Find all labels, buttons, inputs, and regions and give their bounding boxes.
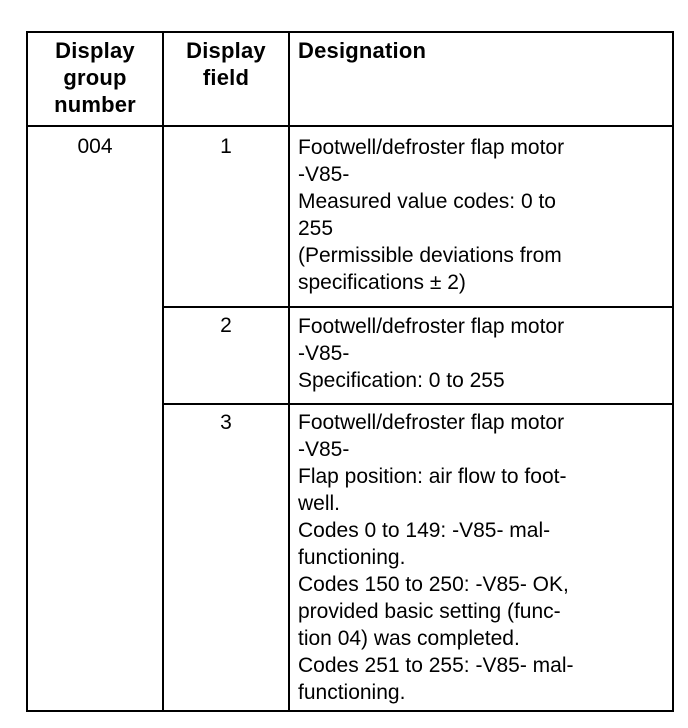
designation-line: tion 04) was completed. [298, 627, 520, 650]
header-group-line-2: group [63, 65, 127, 90]
field-cell-1: 1 [220, 135, 232, 158]
designation-line: -V85- [298, 342, 350, 365]
designation-line: 255 [298, 217, 334, 240]
designation-line: provided basic setting (func- [298, 600, 561, 623]
designation-line: Flap position: air flow to foot- [298, 465, 567, 488]
designation-cell-1 [298, 134, 564, 296]
header-group-line-3: number [54, 92, 136, 117]
designation-line: Codes 150 to 250: -V85- OK, [298, 573, 569, 596]
designation-cell-2 [298, 313, 564, 394]
designation-line: -V85- [298, 438, 350, 461]
designation-line: Measured value codes: 0 to [298, 190, 556, 213]
header-designation: Designation [298, 38, 427, 63]
header-display-field [164, 37, 288, 91]
designation-line: Codes 251 to 255: -V85- mal- [298, 654, 574, 677]
designation-line: well. [298, 492, 341, 515]
designation-line: Specification: 0 to 255 [298, 369, 505, 392]
header-divider [26, 125, 674, 127]
header-display-group-number [28, 37, 162, 118]
field-cell-2: 2 [220, 314, 232, 337]
designation-line: -V85- [298, 163, 350, 186]
header-field-line-1: Display [186, 38, 266, 63]
designation-line: Footwell/defroster flap motor [298, 136, 565, 159]
header-field-line-2: field [202, 65, 250, 90]
header-group-line-1: Display [55, 38, 135, 63]
row-divider-2 [162, 403, 674, 405]
designation-line: (Permissible deviations from [298, 244, 562, 267]
designation-line: functioning. [298, 546, 406, 569]
column-divider-2 [288, 31, 290, 712]
designation-line: Footwell/defroster flap motor [298, 315, 565, 338]
designation-line: specifications ± 2) [298, 271, 466, 294]
designation-line: Codes 0 to 149: -V85- mal- [298, 519, 551, 542]
designation-line: functioning. [298, 681, 406, 704]
designation-line: Footwell/defroster flap motor [298, 411, 565, 434]
row-divider-1 [162, 306, 674, 308]
designation-cell-3 [298, 409, 573, 706]
field-cell-3: 3 [220, 411, 232, 434]
group-number-cell: 004 [77, 135, 113, 158]
